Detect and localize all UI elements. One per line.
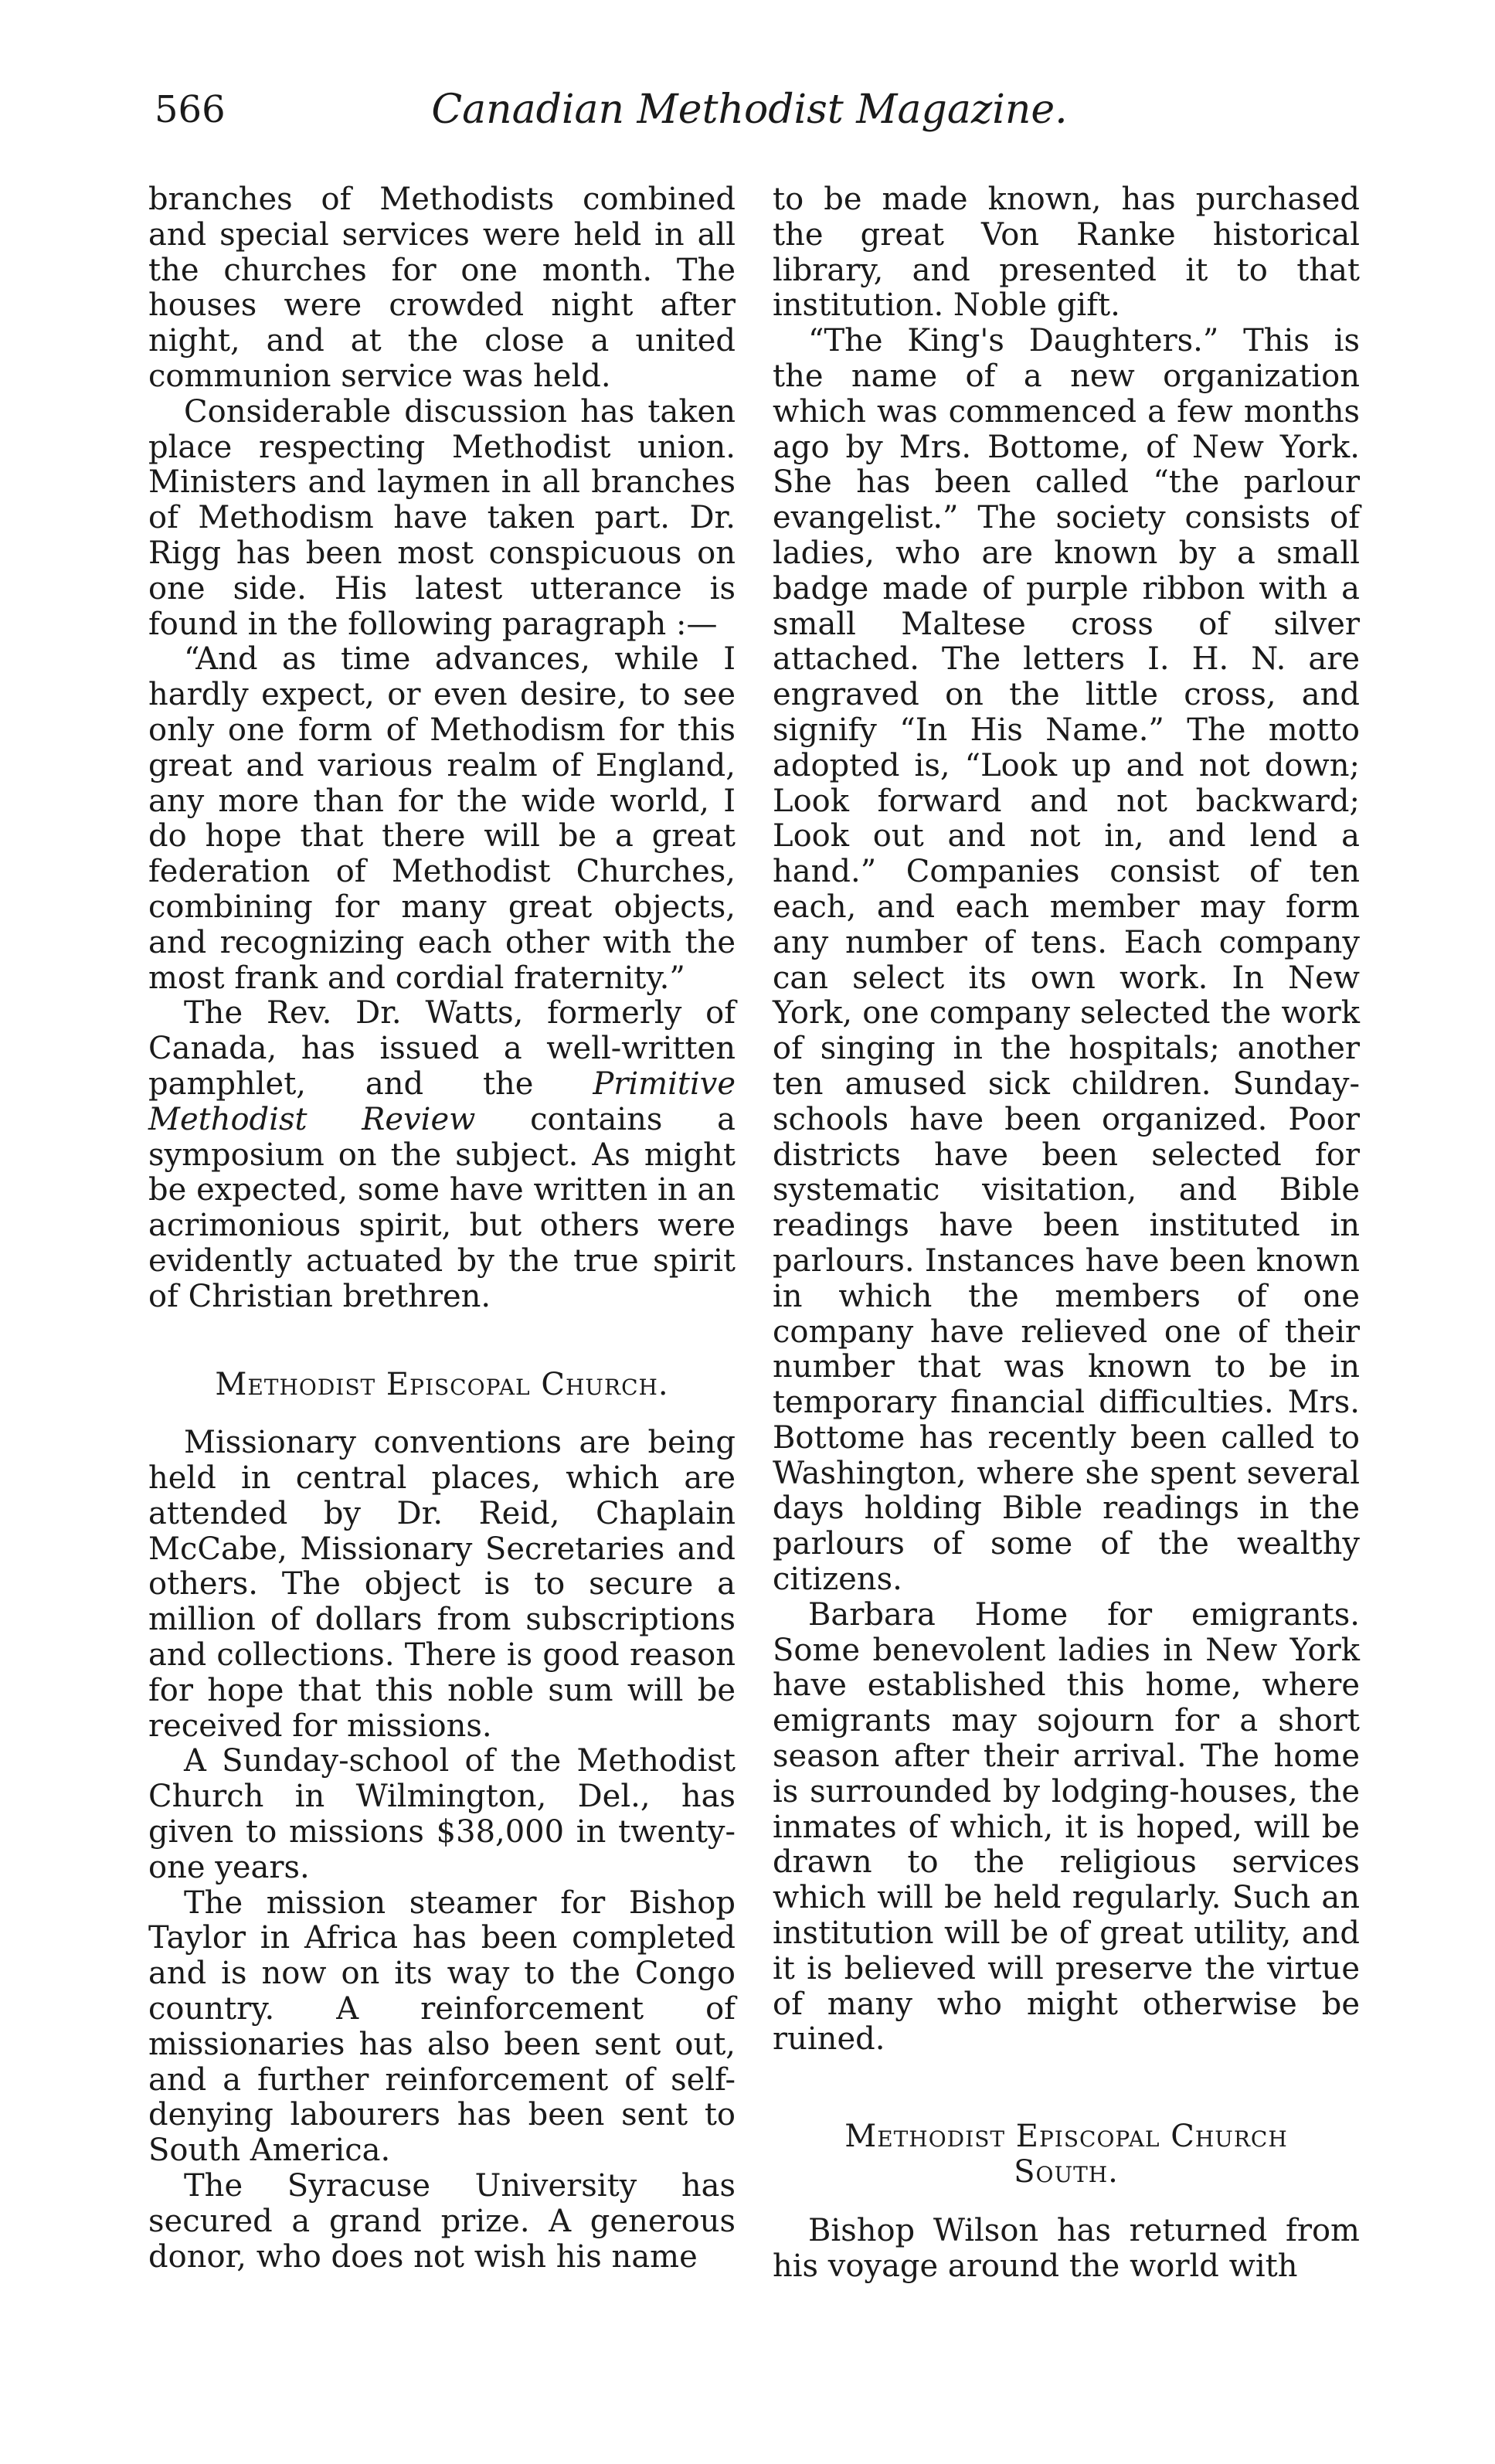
left-column [148, 182, 736, 2275]
section-heading-line1: Methodist Episcopal Church [844, 2119, 1288, 2155]
paragraph-kings-daughters: “The King's Daughters.” This is the name of a new organization which was commenced a few months ago by Mrs. Bottome, of New York. She has been called “the parlour evangelist.” The society consists of ladies, who are known by a small badge made of purple ribbon with a small Maltese cross of silver attached. The letters I. H. N. are engraved on the little cross, and signify “In His Name.” The motto adopted is, “Look up and not down; Look forward and not backward; Look out and not in, and lend a hand.” Companies consist of ten each, and each member may form any number of tens. Each company can select its own work. In New York, one company selected the work of singing in the hospitals; another ten amused sick children. Sunday-schools have been organized. Poor districts have been selected for systematic visitation, and Bible readings have been instituted in parlours. Instances have been known in which the members of one company have relieved one of their number that was known to be in temporary financial difficulties. Mrs. Bottome has recently been called to Washington, where she spent several days holding Bible readings in the parlours of some of the wealthy citizens. [773, 323, 1360, 1598]
paragraph-barbara-home: Barbara Home for emigrants. Some benevolent ladies in New York have established this home, where emigrants may sojourn for a short season after their arrival. The home is surrounded by lodging-houses, the inmates of which, it is hoped, will be drawn to the religious services which will be held regularly. Such an institution will be of great utility, and it is believed will preserve the virtue of many who might otherwise be ruined. [773, 1596, 1360, 2058]
paragraph-rigg-quote: “And as time advances, while I hardly expect, or even desire, to see only one form of Methodism for this great and various realm of England, any more than for the wide world, I do hope that there will be a great federation of Methodist Churches, combining for many great objects, and recognizing each other with the most frank and cordial fraternity.” [148, 641, 736, 996]
right-column [773, 182, 1360, 2284]
paragraph-missionary-conventions: Missionary conventions are being held in central places, which are attended by Dr. Reid, Chaplain McCabe, Missionary Secretaries and others. The object is to secure a million of dollars from subscriptions and collections. There is good reason for hope that this noble sum will be received for missions. [148, 1425, 736, 1744]
paragraph-watts-text-a: The Rev. Dr. Watts, formerly of Canada, has issued a well-written pamphlet, and the [148, 995, 736, 1102]
section-heading-line2: South. [1014, 2154, 1119, 2190]
section-heading-mec: Methodist Episcopal Church. [215, 1366, 669, 1402]
review-title: Primitive Methodist Review [148, 1065, 736, 1137]
paragraph-continued-right: to be made known, has purchased the great Von Ranke historical library, and presented it to that institution. Noble gift. [773, 182, 1360, 324]
page-number: 566 [155, 88, 226, 131]
paragraph-wilmington: A Sunday-school of the Methodist Church in Wilmington, Del., has given to missions $38,000 in twenty-one years. [148, 1743, 736, 1885]
paragraph-watts-text-b: contains a symposium on the subject. As might be expected, some have written in an acrimonious spirit, but others were evidently actuated by the true spirit of Christian brethren. [148, 1101, 736, 1314]
paragraph-bishop-wilson: Bishop Wilson has returned from his voyage around the world with [773, 2212, 1360, 2284]
paragraph-methodist-union: Considerable discussion has taken place respecting Methodist union. Ministers and laymen in all branches of Methodism have taken part. Dr. Rigg has been most conspicuous on one side. His latest utterance is found in the following paragraph :— [148, 393, 736, 642]
paragraph-syracuse: The Syracuse University has secured a grand prize. A generous donor, who does not wish his name [148, 2168, 736, 2275]
section-heading-mec-south [773, 2119, 1360, 2190]
page-header [147, 87, 1352, 148]
running-title: Canadian Methodist Magazine. [431, 87, 1068, 133]
paragraph-continued: branches of Methodists combined and special services were held in all the churches for one month. The houses were crowded night after night, and at the close a united communion service was held. [148, 182, 736, 394]
paragraph-mission-steamer: The mission steamer for Bishop Taylor in Africa has been completed and is now on its way to the Congo country. A reinforcement of missionaries has also been sent out, and a further reinforcement of self-denying labourers has been sent to South America. [148, 1885, 736, 2169]
paragraph-watts [148, 996, 736, 1314]
